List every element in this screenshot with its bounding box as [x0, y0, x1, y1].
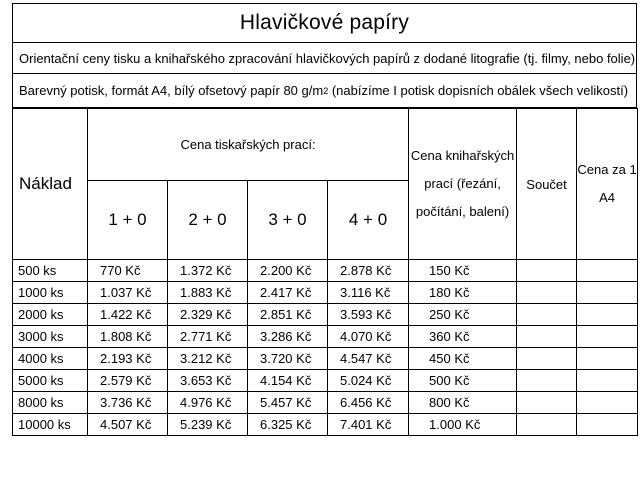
cell-price-3: 2.417 Kč [248, 282, 328, 304]
table-row [13, 326, 638, 348]
cell-cena-za [577, 414, 638, 436]
cell-price-2: 1.883 Kč [168, 282, 248, 304]
cell-price-2: 3.212 Kč [168, 348, 248, 370]
table-row [13, 304, 638, 326]
cell-price-1: 3.736 Kč [88, 392, 168, 414]
cell-soucet [517, 392, 577, 414]
table-body [13, 260, 638, 436]
cell-price-3: 4.154 Kč [248, 370, 328, 392]
header-cena-tisk: Cena tiskařských prací: [88, 109, 409, 181]
cell-cena-za [577, 304, 638, 326]
header-cena-za: Cena za 1 A4 [577, 109, 638, 260]
cell-price-1: 4.507 Kč [88, 414, 168, 436]
cell-cena-za [577, 392, 638, 414]
cell-price-3: 3.720 Kč [248, 348, 328, 370]
cell-price-3: 6.325 Kč [248, 414, 328, 436]
cell-price-1: 770 Kč [88, 260, 168, 282]
cell-naklad: 4000 ks [13, 348, 88, 370]
cell-cena-za [577, 282, 638, 304]
header-soucet: Součet [517, 109, 577, 260]
cell-cena-za [577, 326, 638, 348]
cell-knih: 180 Kč [409, 282, 517, 304]
cell-price-4: 4.070 Kč [328, 326, 409, 348]
cell-price-4: 5.024 Kč [328, 370, 409, 392]
cell-price-2: 1.372 Kč [168, 260, 248, 282]
header-col-4: 4 + 0 [328, 181, 409, 260]
cell-price-3: 5.457 Kč [248, 392, 328, 414]
cell-knih: 450 Kč [409, 348, 517, 370]
cell-soucet [517, 260, 577, 282]
table-row [13, 260, 638, 282]
cell-price-4: 4.547 Kč [328, 348, 409, 370]
cell-soucet [517, 414, 577, 436]
cell-naklad: 5000 ks [13, 370, 88, 392]
header-col-1: 1 + 0 [88, 181, 168, 260]
cell-naklad: 10000 ks [13, 414, 88, 436]
cell-knih: 800 Kč [409, 392, 517, 414]
table-row [13, 282, 638, 304]
cell-price-2: 3.653 Kč [168, 370, 248, 392]
cell-price-4: 3.593 Kč [328, 304, 409, 326]
table-row [13, 370, 638, 392]
price-sheet [12, 3, 637, 436]
cell-price-2: 2.771 Kč [168, 326, 248, 348]
cell-knih: 150 Kč [409, 260, 517, 282]
format-note [12, 74, 637, 108]
table-header [13, 109, 638, 260]
format-note-text: Barevný potisk, formát A4, bílý ofsetový papír 80 g/m [19, 83, 324, 98]
cell-soucet [517, 282, 577, 304]
cell-naklad: 8000 ks [13, 392, 88, 414]
cell-cena-za [577, 260, 638, 282]
cell-knih: 500 Kč [409, 370, 517, 392]
header-col-2: 2 + 0 [168, 181, 248, 260]
cell-price-1: 2.193 Kč [88, 348, 168, 370]
table-row [13, 392, 638, 414]
cell-price-4: 2.878 Kč [328, 260, 409, 282]
cell-soucet [517, 370, 577, 392]
header-cena-knih: Cena knihařských prací (řezání, počítání, balení) [409, 109, 517, 260]
cell-price-3: 2.851 Kč [248, 304, 328, 326]
cell-cena-za [577, 370, 638, 392]
cell-soucet [517, 348, 577, 370]
table-row [13, 414, 638, 436]
header-col-3: 3 + 0 [248, 181, 328, 260]
cell-price-1: 1.808 Kč [88, 326, 168, 348]
cell-price-2: 2.329 Kč [168, 304, 248, 326]
header-naklad: Náklad [13, 109, 88, 260]
cell-knih: 250 Kč [409, 304, 517, 326]
cell-price-4: 3.116 Kč [328, 282, 409, 304]
cell-price-4: 6.456 Kč [328, 392, 409, 414]
cell-knih: 360 Kč [409, 326, 517, 348]
cell-naklad: 1000 ks [13, 282, 88, 304]
cell-price-1: 1.422 Kč [88, 304, 168, 326]
cell-price-1: 1.037 Kč [88, 282, 168, 304]
price-table [12, 108, 638, 436]
cell-naklad: 500 ks [13, 260, 88, 282]
cell-knih: 1.000 Kč [409, 414, 517, 436]
cell-price-2: 4.976 Kč [168, 392, 248, 414]
format-note-text-rest: (nabízíme I potisk dopisních obálek všech velikostí) [328, 83, 629, 98]
page-title: Hlavičkové papíry [12, 3, 637, 43]
cell-soucet [517, 326, 577, 348]
description-note: Orientační ceny tisku a knihařského zpracování hlavičkových papírů z dodané litografie (tj. filmy, nebo folie) [12, 43, 637, 74]
cell-cena-za [577, 348, 638, 370]
format-note-superscript: 2 [323, 85, 329, 96]
cell-soucet [517, 304, 577, 326]
cell-price-2: 5.239 Kč [168, 414, 248, 436]
cell-price-3: 3.286 Kč [248, 326, 328, 348]
cell-naklad: 2000 ks [13, 304, 88, 326]
table-row [13, 348, 638, 370]
cell-price-3: 2.200 Kč [248, 260, 328, 282]
cell-price-4: 7.401 Kč [328, 414, 409, 436]
cell-price-1: 2.579 Kč [88, 370, 168, 392]
cell-naklad: 3000 ks [13, 326, 88, 348]
